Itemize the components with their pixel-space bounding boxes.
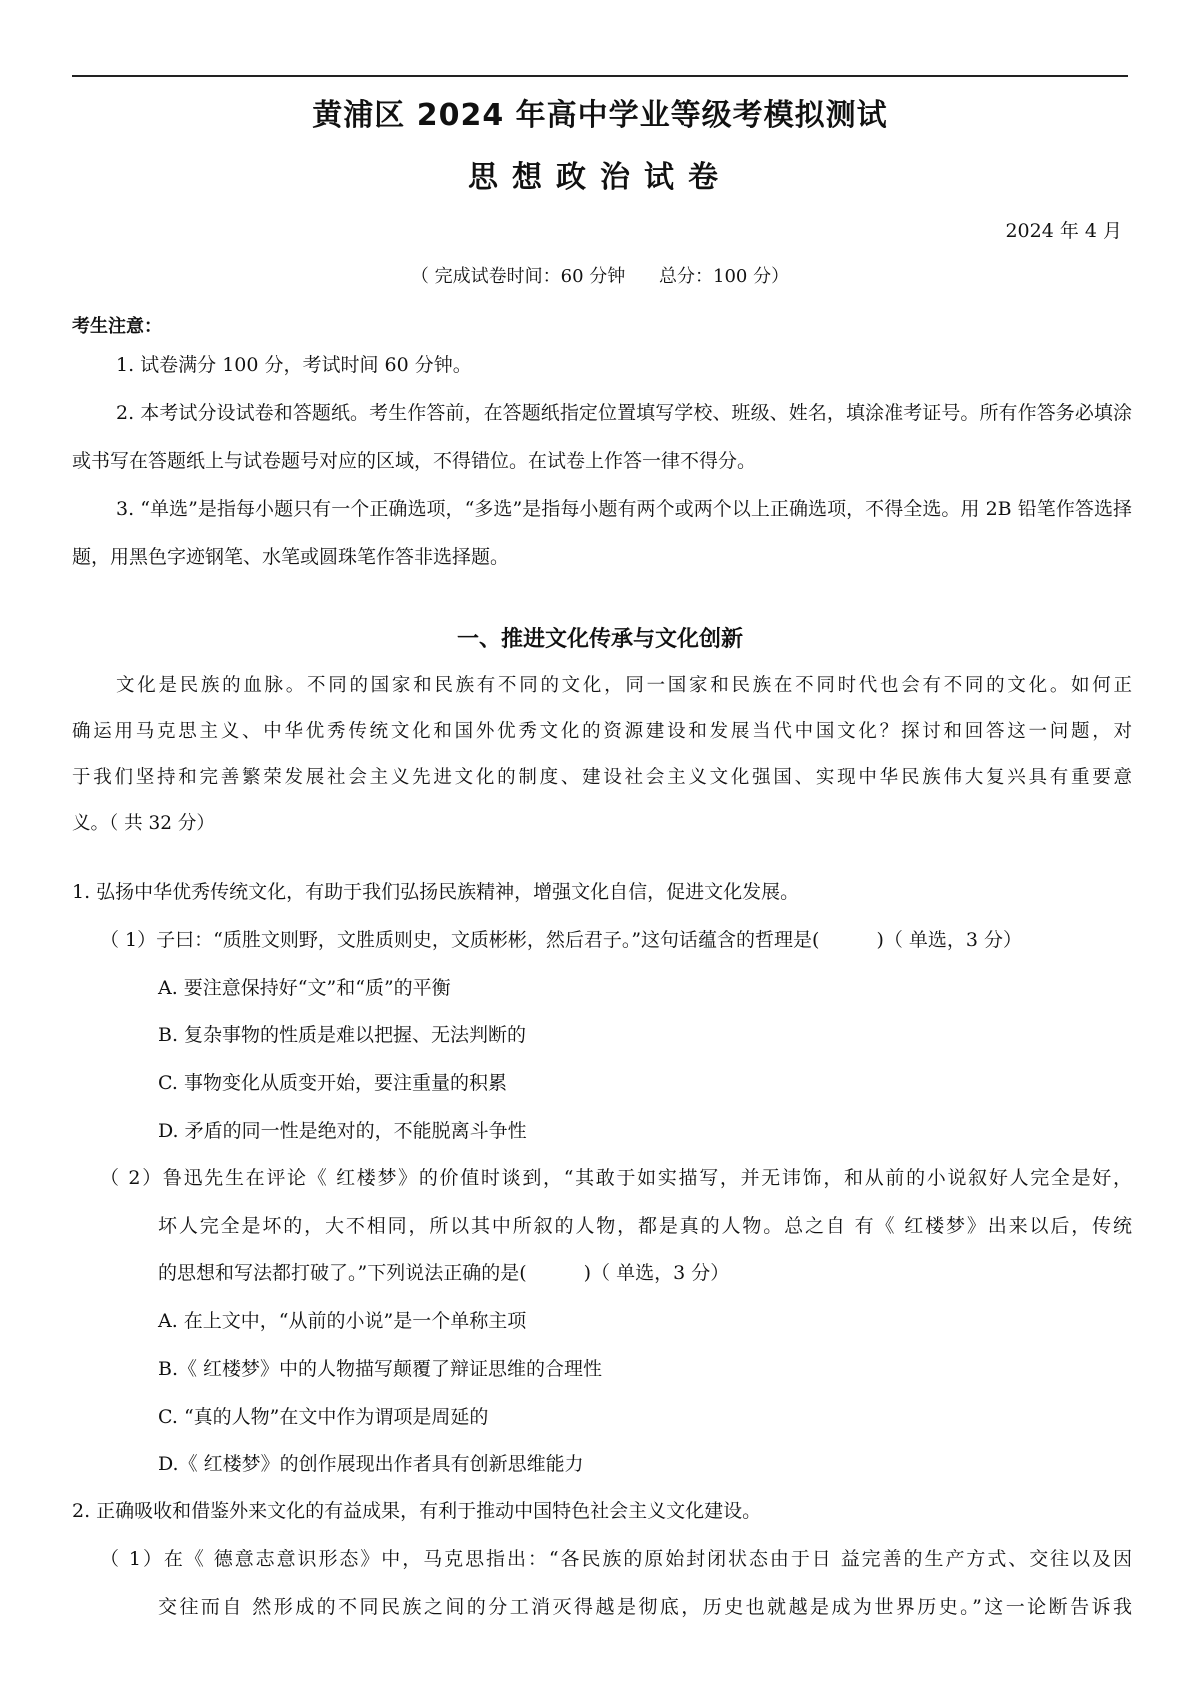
- section-heading: 一、推进文化传承与文化创新: [456, 627, 743, 652]
- exam-subtitle: 思想政治试卷: [468, 160, 732, 195]
- question-1-2-option-b: B.《 红楼梦》中的人物描写颠覆了辩证思维的合理性: [158, 1358, 603, 1380]
- question-1-2-stem-line: （ 2）鲁迅先生在评论《 红楼梦》的价值时谈到，“其敢于如实描写，并无讳饰，和从前的小说叙好人完全是好，: [100, 1167, 1132, 1189]
- question-1-stem: 1. 弘扬中华优秀传统文化，有助于我们弘扬民族精神，增强文化自信，促进文化发展。: [72, 881, 800, 903]
- question-1-2-stem-line: 的思想和写法都打破了。”下列说法正确的是( )（ 单选，3 分）: [158, 1262, 730, 1284]
- question-1-1-option-c: C. 事物变化从质变开始，要注重量的积累: [158, 1072, 507, 1094]
- question-1-1-option-a: A. 要注意保持好“文”和“质”的平衡: [158, 977, 451, 999]
- section-intro-line: 于我们坚持和完善繁荣发展社会主义先进文化的制度、建设社会主义文化强国、实现中华民族伟大复兴具有重要意: [72, 767, 1132, 788]
- section-intro-line: 确运用马克思主义、中华优秀传统文化和国外优秀文化的资源建设和发展当代中国文化？探讨和回答这一问题，对: [72, 721, 1132, 742]
- exam-time: （ 完成试卷时间：60 分钟: [410, 266, 626, 287]
- question-1-2-option-c: C. “真的人物”在文中作为谓项是周延的: [158, 1406, 489, 1428]
- question-1-1-stem: （ 1）子曰：“质胜文则野，文胜质则史，文质彬彬，然后君子。”这句话蕴含的哲理是( )（ 单选，3 分）: [100, 929, 1023, 951]
- section-intro-line: 义。（ 共 32 分）: [72, 813, 215, 834]
- notice-heading: 考生注意：: [72, 316, 162, 337]
- top-divider: [72, 75, 1128, 77]
- section-intro-line: 文化是民族的血脉。不同的国家和民族有不同的文化，同一国家和民族在不同时代也会有不同的文化。如何正: [116, 675, 1132, 696]
- exam-info: [0, 262, 1200, 288]
- question-1-1-option-d: D. 矛盾的同一性是绝对的，不能脱离斗争性: [158, 1120, 527, 1142]
- question-1-2-option-d: D.《 红楼梦》的创作展现出作者具有创新思维能力: [158, 1453, 584, 1475]
- question-1-1-option-b: B. 复杂事物的性质是难以把握、无法判断的: [158, 1024, 527, 1046]
- notice-item-2: 2. 本考试分设试卷和答题纸。考生作答前，在答题纸指定位置填写学校、班级、姓名，填涂准考证号。所有作答务必填涂或书写在答题纸上与试卷题号对应的区域，不得错位。在试卷上作答一律不得分。: [72, 402, 1132, 472]
- notice-item-1: 1. 试卷满分 100 分，考试时间 60 分钟。: [116, 354, 472, 376]
- exam-total-score: 总分：100 分）: [659, 266, 790, 287]
- exam-title: 黄浦区 2024 年高中学业等级考模拟测试: [312, 98, 888, 133]
- notice-item-3: 3. “单选”是指每小题只有一个正确选项，“多选”是指每小题有两个或两个以上正确选项，不得全选。用 2B 铅笔作答选择题，用黑色字迹钢笔、水笔或圆珠笔作答非选择题。: [72, 498, 1132, 568]
- question-2-stem: 2. 正确吸收和借鉴外来文化的有益成果，有利于推动中国特色社会主义文化建设。: [72, 1500, 762, 1522]
- question-2-1-stem-line: 交往而自 然形成的不同民族之间的分工消灭得越是彻底，历史也就越是成为世界历史。”这一论断告诉我: [158, 1596, 1132, 1618]
- question-1-2-option-a: A. 在上文中，“从前的小说”是一个单称主项: [158, 1310, 527, 1332]
- exam-date: 2024 年 4 月: [1005, 220, 1122, 242]
- question-1-2-stem-line: 坏人完全是坏的，大不相同，所以其中所叙的人物，都是真的人物。总之自 有《 红楼梦》出来以后，传统: [158, 1215, 1132, 1237]
- question-2-1-stem-line: （ 1）在《 德意志意识形态》中，马克思指出：“各民族的原始封闭状态由于日 益完善的生产方式、交往以及因: [100, 1548, 1132, 1570]
